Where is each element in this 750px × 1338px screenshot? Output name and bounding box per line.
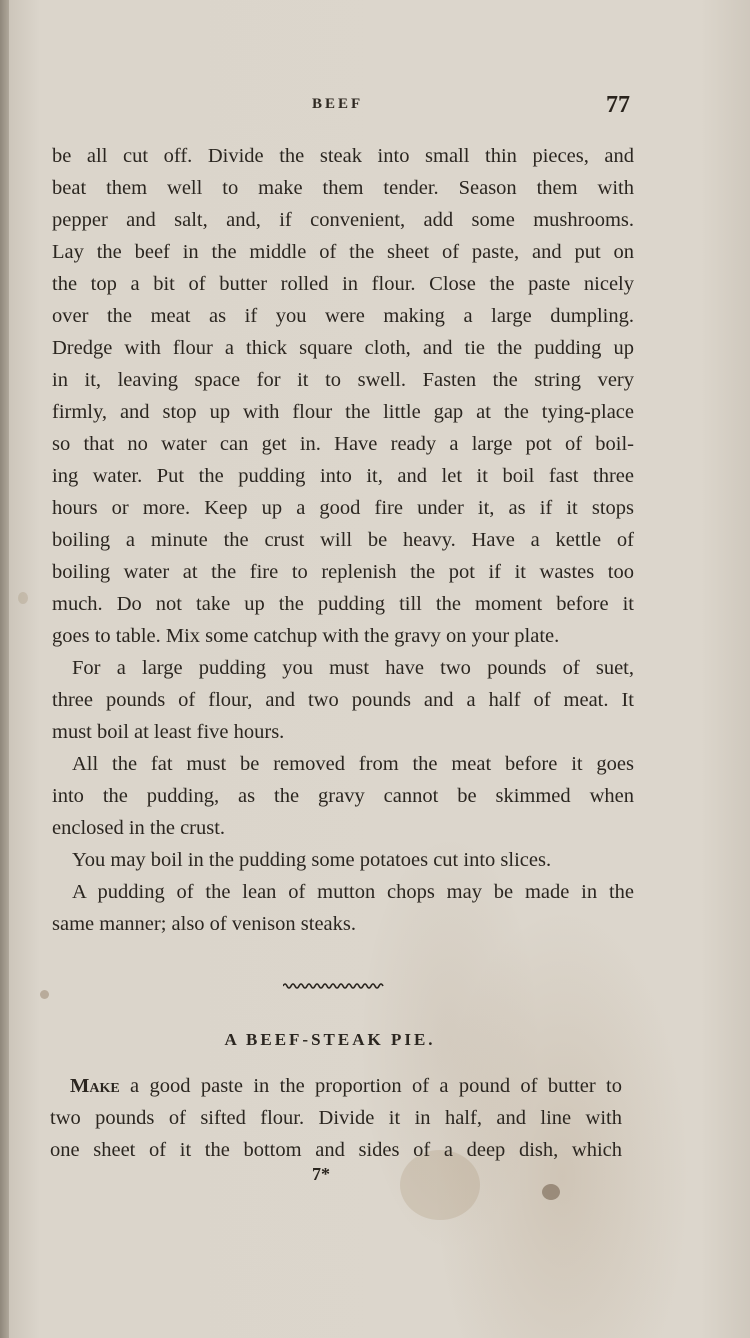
ornamental-divider	[283, 981, 385, 991]
text-line: beat them well to make them tender. Season them with	[52, 177, 634, 199]
text-line: boiling a minute the crust will be heavy. Have a kettle of	[52, 529, 634, 551]
text-fragment: a good paste in the proportion of a pound of butter to	[119, 1075, 622, 1097]
drop-word: Make	[70, 1075, 120, 1097]
text-line: For a large pudding you must have two pounds of suet,	[72, 657, 634, 679]
running-head	[0, 92, 750, 122]
body-text	[52, 140, 634, 940]
section-heading: A BEEF-STEAK PIE.	[224, 1030, 436, 1049]
text-line: pepper and salt, and, if convenient, add some mushrooms.	[52, 209, 634, 231]
text-line: firmly, and stop up with flour the little gap at the tying-place	[52, 401, 634, 423]
ink-spot	[40, 990, 49, 999]
ink-spot	[18, 592, 28, 604]
text-line: one sheet of it the bottom and sides of a deep dish, which	[50, 1139, 622, 1161]
text-line: boiling water at the fire to replenish the pot if it wastes too	[52, 561, 634, 583]
text-line: hours or more. Keep up a good fire under it, as if it stops	[52, 497, 634, 519]
text-line: much. Do not take up the pudding till the moment before it	[52, 593, 634, 615]
text-line: so that no water can get in. Have ready a large pot of boil-	[52, 433, 634, 455]
running-title: BEEF	[312, 96, 364, 112]
page-number: 77	[606, 92, 630, 118]
page-gutter	[0, 0, 9, 1338]
text-line: enclosed in the crust.	[52, 817, 226, 839]
text-line: in it, leaving space for it to swell. Fasten the string very	[52, 369, 634, 391]
text-line: two pounds of sifted flour. Divide it in half, and line with	[50, 1107, 622, 1129]
text-line: be all cut off. Divide the steak into small thin pieces, and	[52, 145, 634, 167]
text-line: must boil at least five hours.	[52, 721, 285, 743]
ink-spot	[542, 1184, 560, 1200]
text-line: Lay the beef in the middle of the sheet of paste, and put on	[52, 241, 634, 263]
text-line: ing water. Put the pudding into it, and let it boil fast three	[52, 465, 634, 487]
section-text	[50, 1070, 622, 1166]
text-line: three pounds of flour, and two pounds and a half of meat. It	[52, 689, 634, 711]
text-line: Dredge with flour a thick square cloth, and tie the pudding up	[52, 337, 634, 359]
text-line: All the fat must be removed from the meat before it goes	[72, 753, 634, 775]
text-line: over the meat as if you were making a large dumpling.	[52, 305, 634, 327]
text-line: You may boil in the pudding some potatoes cut into slices.	[72, 849, 552, 871]
text-line: goes to table. Mix some catchup with the gravy on your plate.	[52, 625, 560, 647]
text-line: the top a bit of butter rolled in flour. Close the paste nicely	[52, 273, 634, 295]
text-line: into the pudding, as the gravy cannot be skimmed when	[52, 785, 634, 807]
text-line: A pudding of the lean of mutton chops may be made in the	[72, 881, 634, 903]
text-line: same manner; also of venison steaks.	[52, 913, 357, 935]
text-line	[50, 1070, 622, 1102]
signature-mark: 7*	[312, 1164, 330, 1184]
